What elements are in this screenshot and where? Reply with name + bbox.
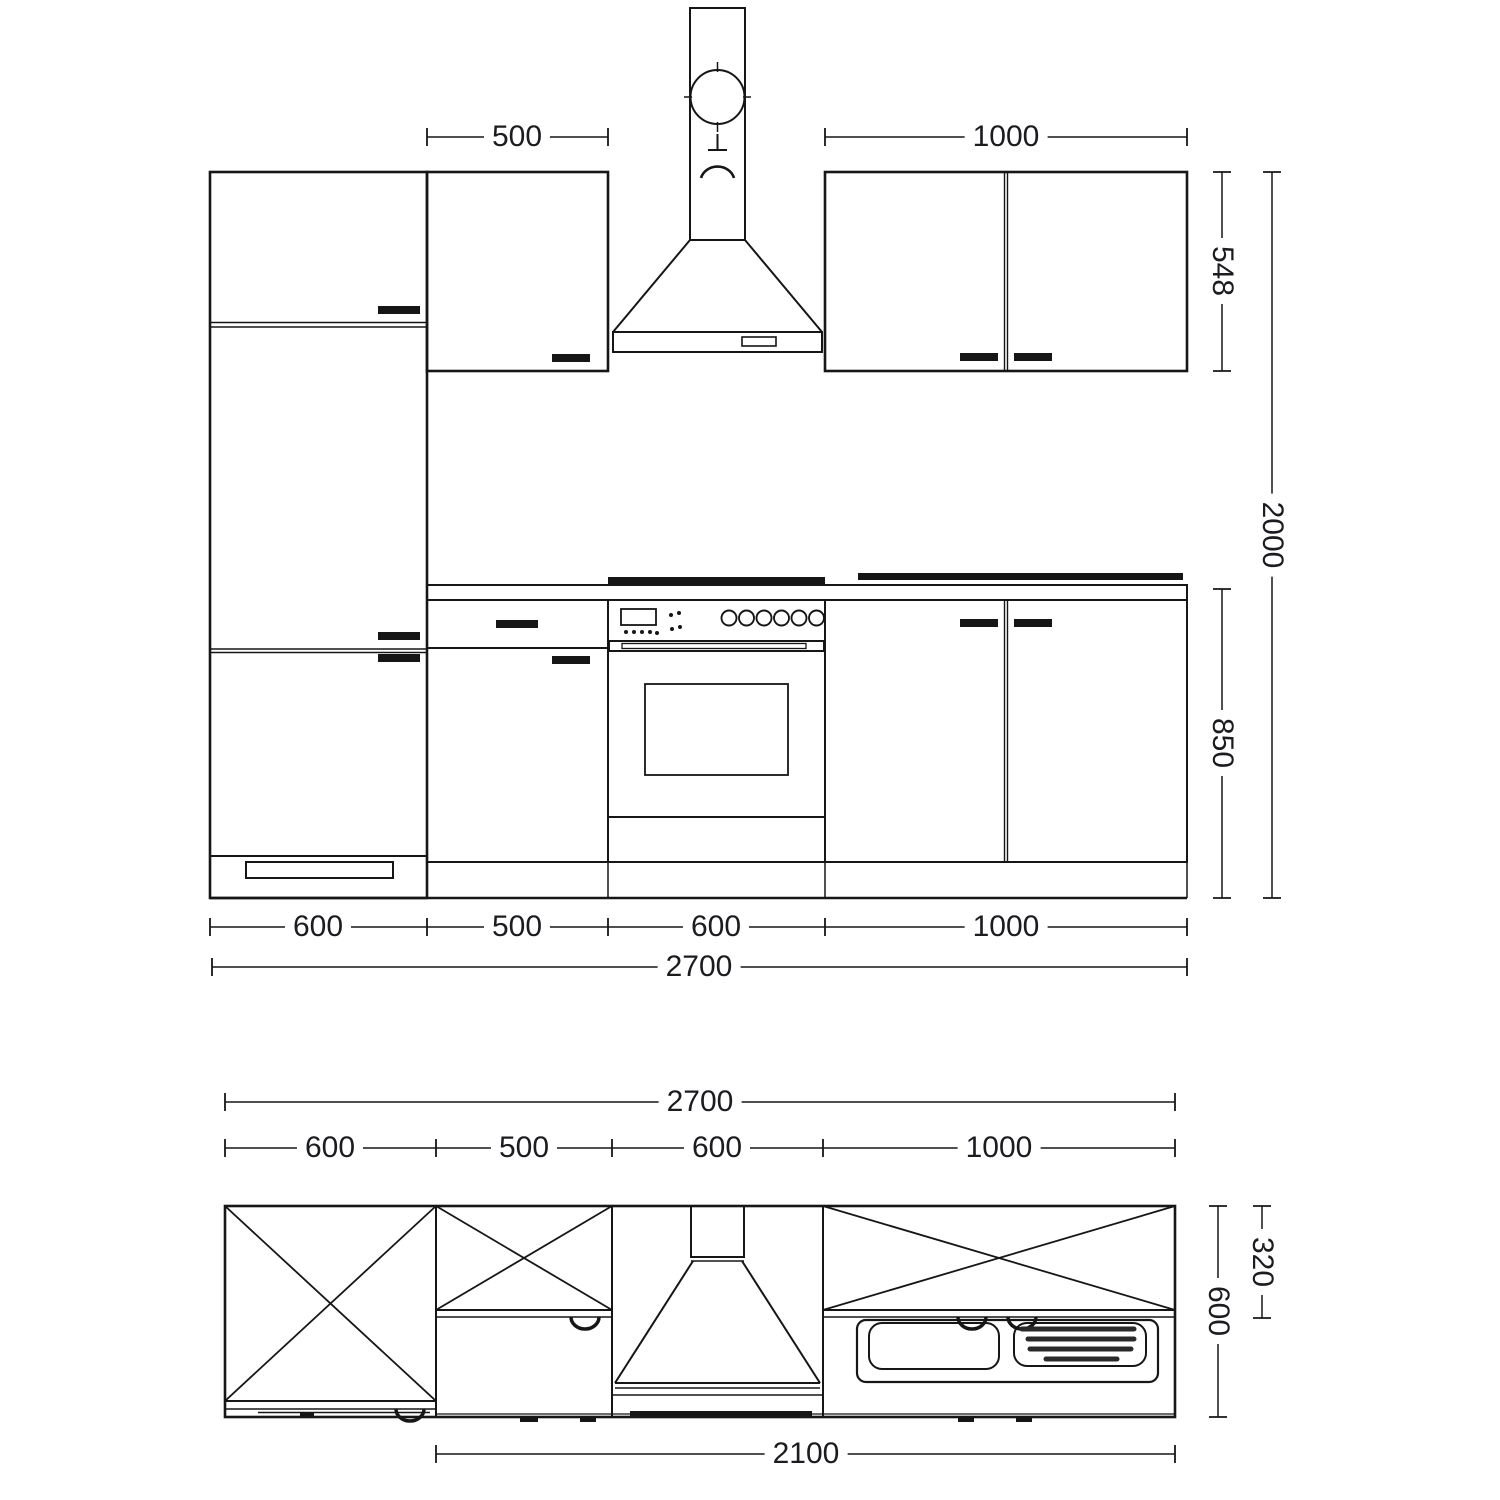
plan-fridge-section: [225, 1206, 436, 1421]
hob-edge: [608, 577, 825, 585]
door-handle: [1014, 619, 1052, 627]
plan-500-section: [436, 1206, 612, 1329]
plan-sink-section: [823, 1206, 1175, 1382]
door-handle: [960, 353, 998, 361]
dim-label-plan-600: 600: [1201, 1278, 1235, 1344]
plan-outline: [225, 1206, 1175, 1417]
sink-worktop-edge: [858, 573, 1183, 580]
dim-label-elev-548: 548: [1205, 238, 1239, 304]
plan-hood-section: [612, 1206, 823, 1418]
door-handle: [1014, 353, 1052, 361]
elevation-dimensions: [210, 128, 1281, 976]
dim-label-plan-top-1000: 1000: [958, 1131, 1041, 1165]
drawer-handle: [496, 620, 538, 628]
oven-display: [621, 609, 656, 625]
oven-drawer: [608, 817, 825, 862]
dim-label-elev-top-500: 500: [484, 120, 550, 154]
dim-label-elev-2000: 2000: [1255, 494, 1289, 577]
plinth: [210, 862, 1187, 898]
dim-label-elev-bot-500: 500: [484, 910, 550, 944]
oven-buttons: [624, 611, 682, 635]
drainer-ribs: [1022, 1329, 1134, 1359]
dim-label-plan-2700: 2700: [659, 1085, 742, 1119]
dim-label-elev-bot-600a: 600: [285, 910, 351, 944]
duct-circle: [691, 70, 745, 124]
dim-label-elev-2700: 2700: [658, 950, 741, 984]
worktop: [427, 573, 1187, 600]
dim-label-elev-top-1000: 1000: [965, 120, 1048, 154]
door-handle: [552, 656, 590, 664]
elevation-view: [210, 8, 1281, 976]
oven-knobs: [722, 611, 825, 626]
dim-label-plan-2100: 2100: [765, 1437, 848, 1471]
hood-symbol: [701, 134, 734, 178]
dim-label-plan-top-600b: 600: [684, 1131, 750, 1165]
door-handle-arc: [396, 1409, 424, 1421]
hood-canopy-band: [613, 332, 822, 352]
door-handle: [378, 632, 420, 640]
door-handle: [378, 306, 420, 314]
dim-label-elev-bot-600b: 600: [683, 910, 749, 944]
base-cabinet-500: [427, 600, 608, 862]
oven-window: [645, 684, 788, 775]
hood-control: [742, 337, 776, 346]
oven-unit: [608, 600, 825, 862]
wall-cabinet-1000: [825, 172, 1187, 371]
base-cabinet-1000: [825, 600, 1187, 862]
door-handle: [378, 654, 420, 662]
sink-basin: [869, 1323, 999, 1369]
dim-label-plan-top-500: 500: [491, 1131, 557, 1165]
dim-label-elev-850: 850: [1205, 710, 1239, 776]
extractor-hood: [613, 8, 822, 352]
door-handle-arc: [571, 1317, 599, 1329]
dim-label-plan-320: 320: [1245, 1229, 1279, 1295]
sink: [857, 1320, 1158, 1382]
oven-handle: [622, 644, 806, 649]
dim-label-elev-bot-1000: 1000: [965, 910, 1048, 944]
door-handle: [960, 619, 998, 627]
dim-label-plan-top-600a: 600: [297, 1131, 363, 1165]
chimney-plan: [691, 1206, 744, 1257]
door-handle: [552, 354, 590, 362]
plinth-vent: [246, 862, 393, 878]
tall-fridge-unit: [210, 172, 427, 898]
wall-cabinet-500: [427, 172, 608, 371]
